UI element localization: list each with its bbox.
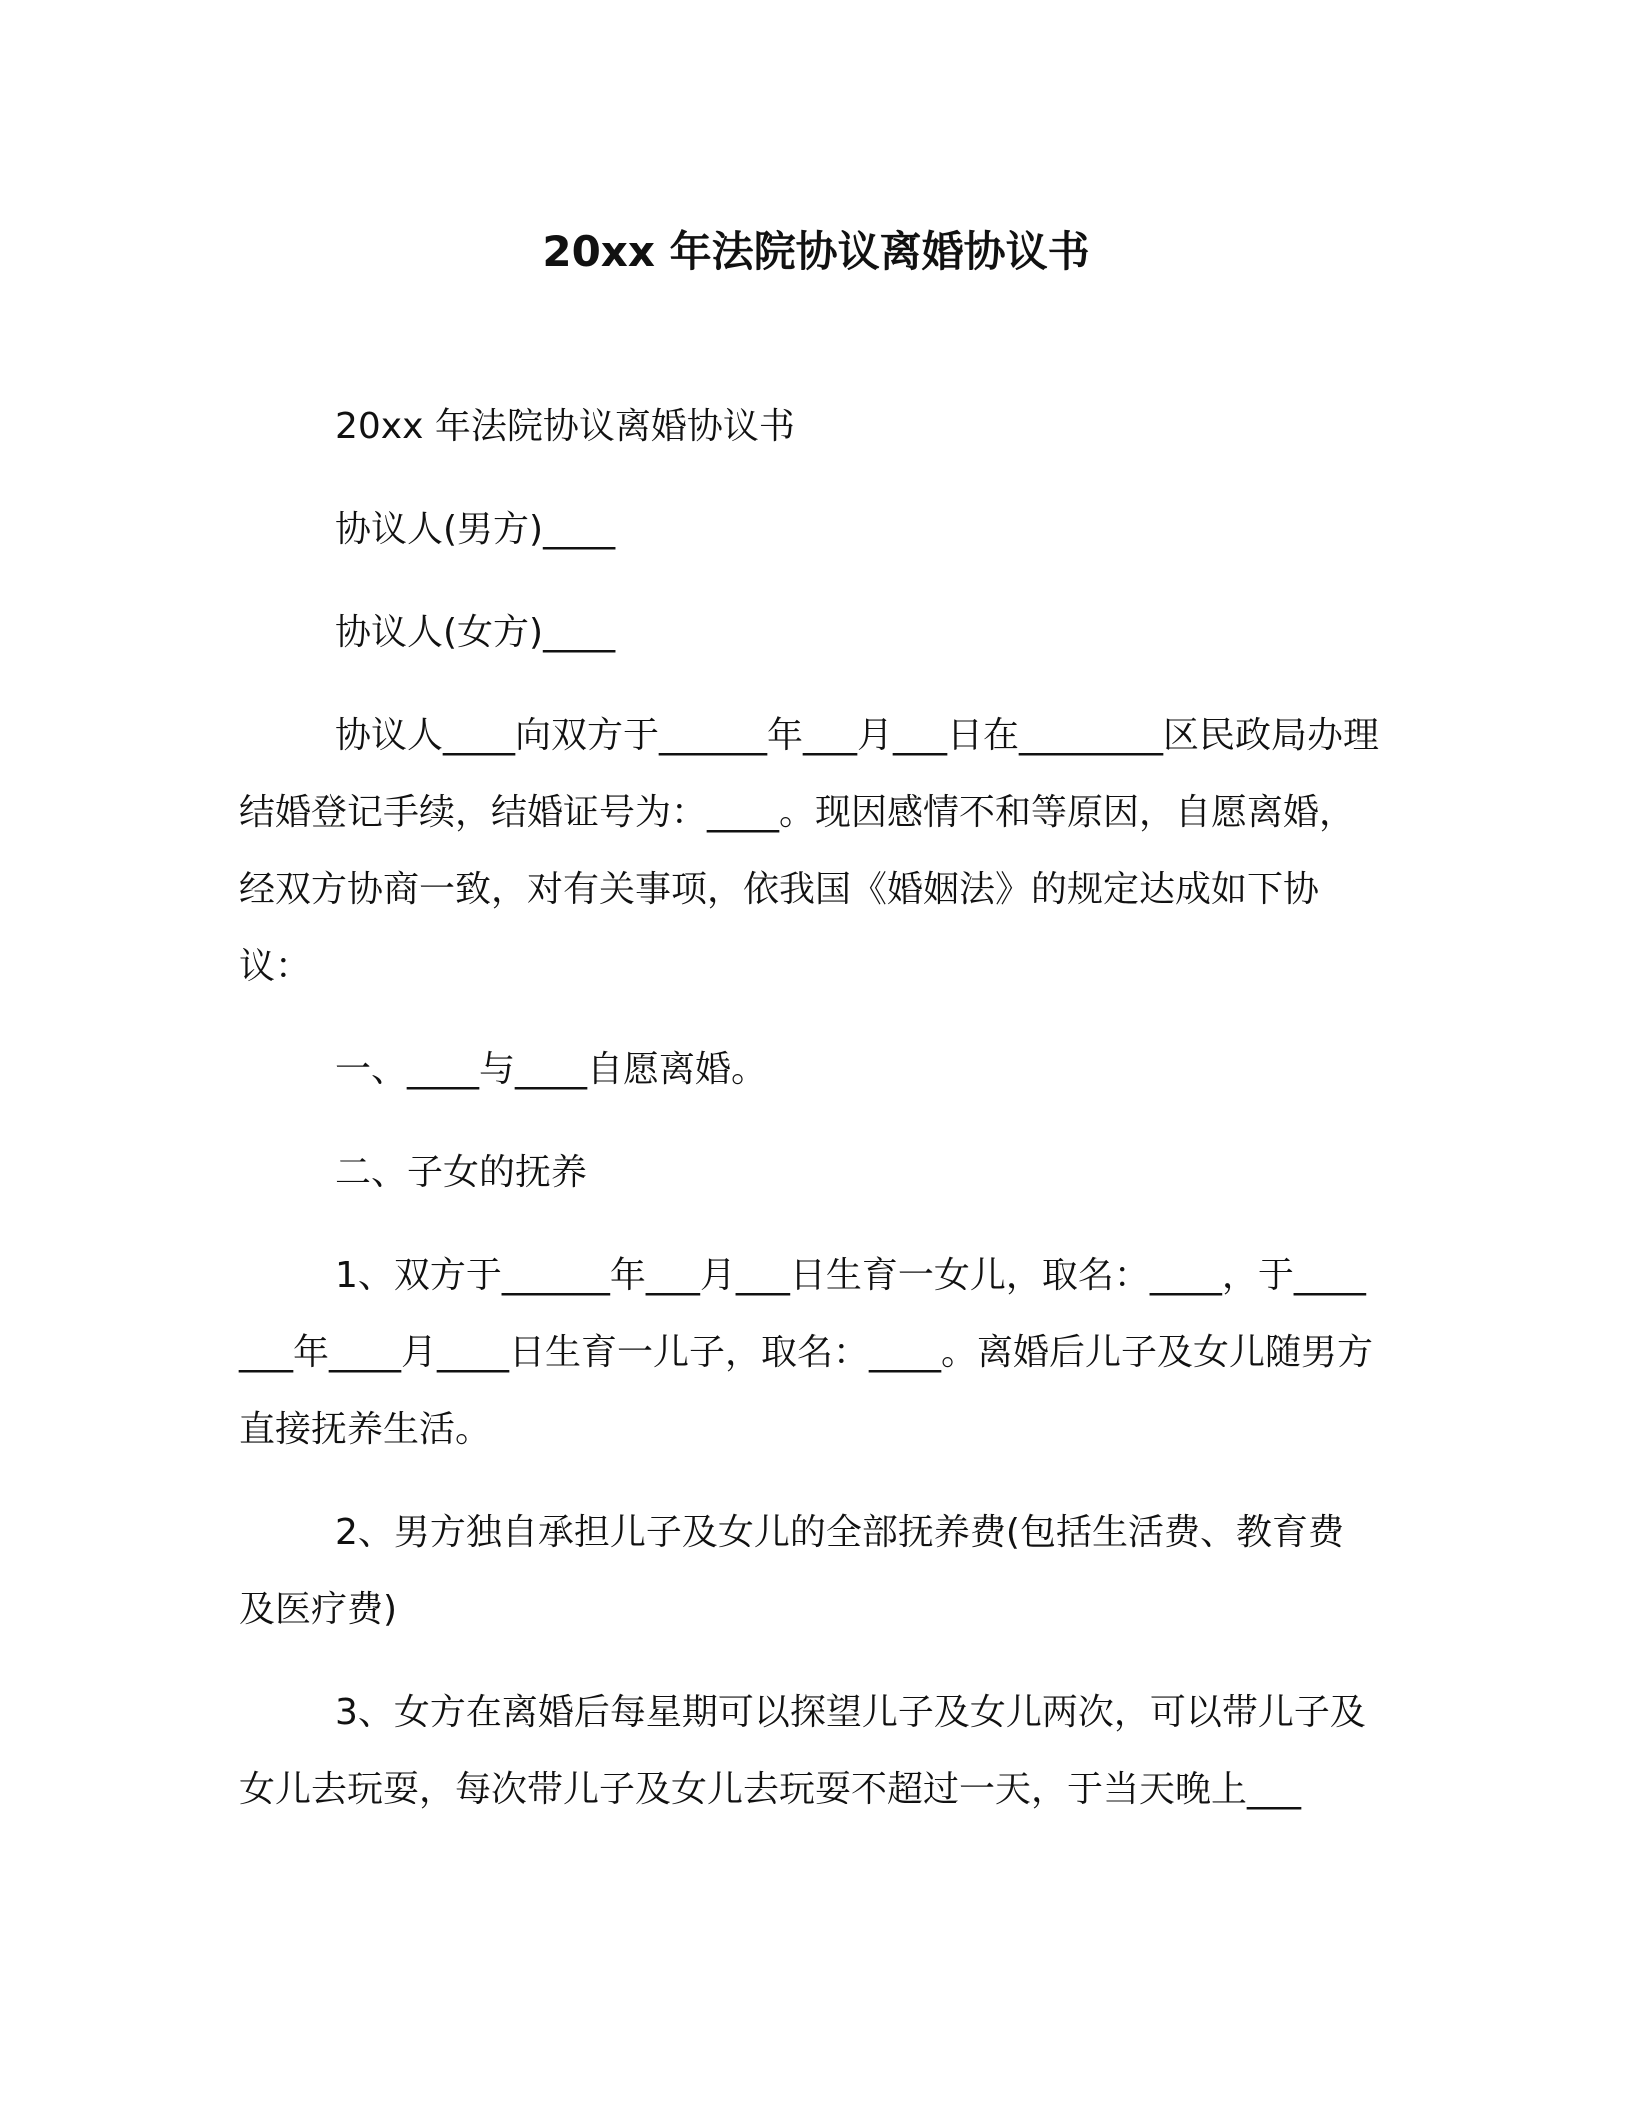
paragraph-preamble: 协议人____向双方于______年___月___日在________区民政局办理结婚登记手续，结婚证号为：____。现因感情不和等原因，自愿离婚，经双方协商一致，对有关事项，依我国《婚姻法》的规定达成如下协议： xyxy=(239,715,1380,987)
paragraph-party-female: 协议人(女方)____ xyxy=(335,612,616,653)
paragraph-clause-1: 一、____与____自愿离婚。 xyxy=(335,1049,768,1090)
paragraph-subtitle: 20xx 年法院协议离婚协议书 xyxy=(335,406,795,447)
paragraph-clause-2-1: 1、双方于______年___月___日生育一女儿，取名：____，于_______年____月____日生育一儿子，取名：____。离婚后儿子及女儿随男方直接抚养生活。 xyxy=(239,1255,1374,1450)
paragraph-party-male: 协议人(男方)____ xyxy=(335,509,616,550)
paragraph-clause-2-3: 3、女方在离婚后每星期可以探望儿子及女儿两次，可以带儿子及女儿去玩耍，每次带儿子及女儿去玩耍不超过一天，于当天晚上___ xyxy=(239,1692,1366,1810)
document-title: 20xx 年法院协议离婚协议书 xyxy=(542,227,1090,276)
paragraph-clause-2-2: 2、男方独自承担儿子及女儿的全部抚养费(包括生活费、教育费及医疗费) xyxy=(239,1512,1344,1630)
document-body xyxy=(239,388,1379,1854)
paragraph-clause-2-heading: 二、子女的抚养 xyxy=(335,1152,588,1193)
